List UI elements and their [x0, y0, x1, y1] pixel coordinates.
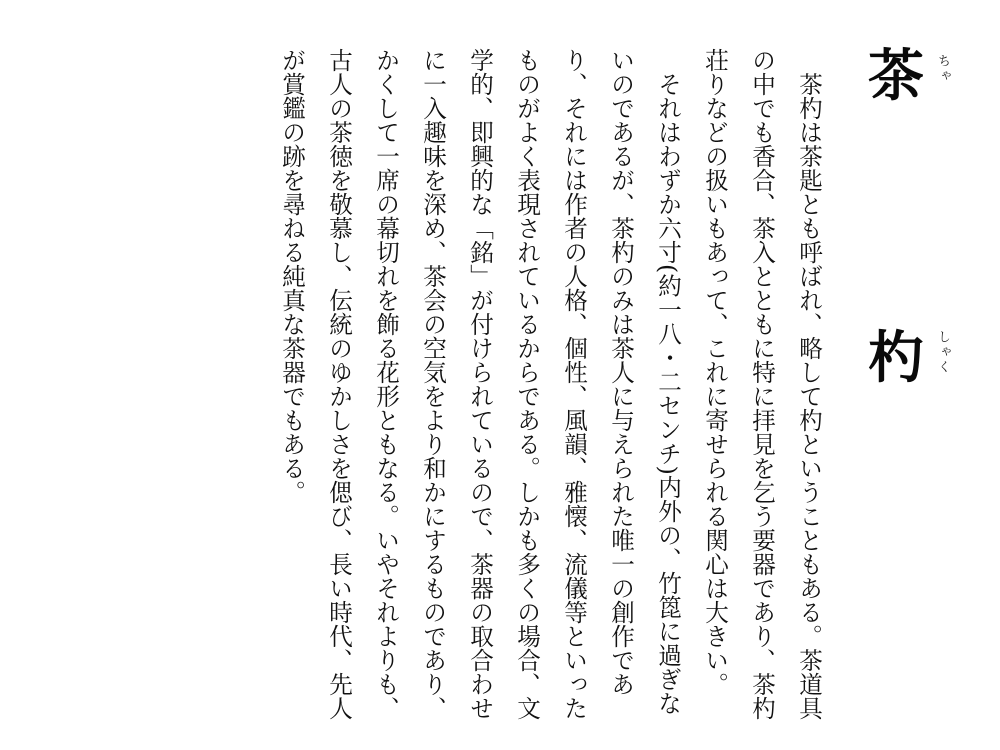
- title-char-cha: 茶: [868, 43, 924, 109]
- title-char-shaku: 杓: [868, 325, 924, 391]
- body-text: [268, 48, 832, 728]
- heading-title: [850, 40, 970, 400]
- title-ruby-shaku: しゃく: [935, 330, 950, 375]
- paragraph: 茶杓は茶匙とも呼ばれ、略して杓ということもある。茶道具の中でも香合、茶入とともに特に拝見を乞う要器であり、茶杓荘りなどの扱いもあって、これに寄せられる関心は大きい。: [701, 48, 823, 720]
- title-ruby-cha: ちゃ: [935, 54, 950, 84]
- paragraph: それはわずか六寸(約一八・二センチ)内外の、竹箆に過ぎないのであるが、茶杓のみは茶人に与えられた唯一の創作であり、それには作者の人格、個性、風韻、雅懐、流儀等といったものがよく表現されているからである。しかも多くの場合、文学的、即興的な「銘」が付けられているので、茶器の取合わせに一入趣味を深め、茶会の空気をより和かにするものであり、かくして一席の幕切れを飾る花形ともなる。いやそれよりも、古人の茶徳を敬慕し、伝統のゆかしさを偲び、長い時代、先人が賞鑑の跡を尋ねる純真な茶器でもある。: [278, 48, 682, 720]
